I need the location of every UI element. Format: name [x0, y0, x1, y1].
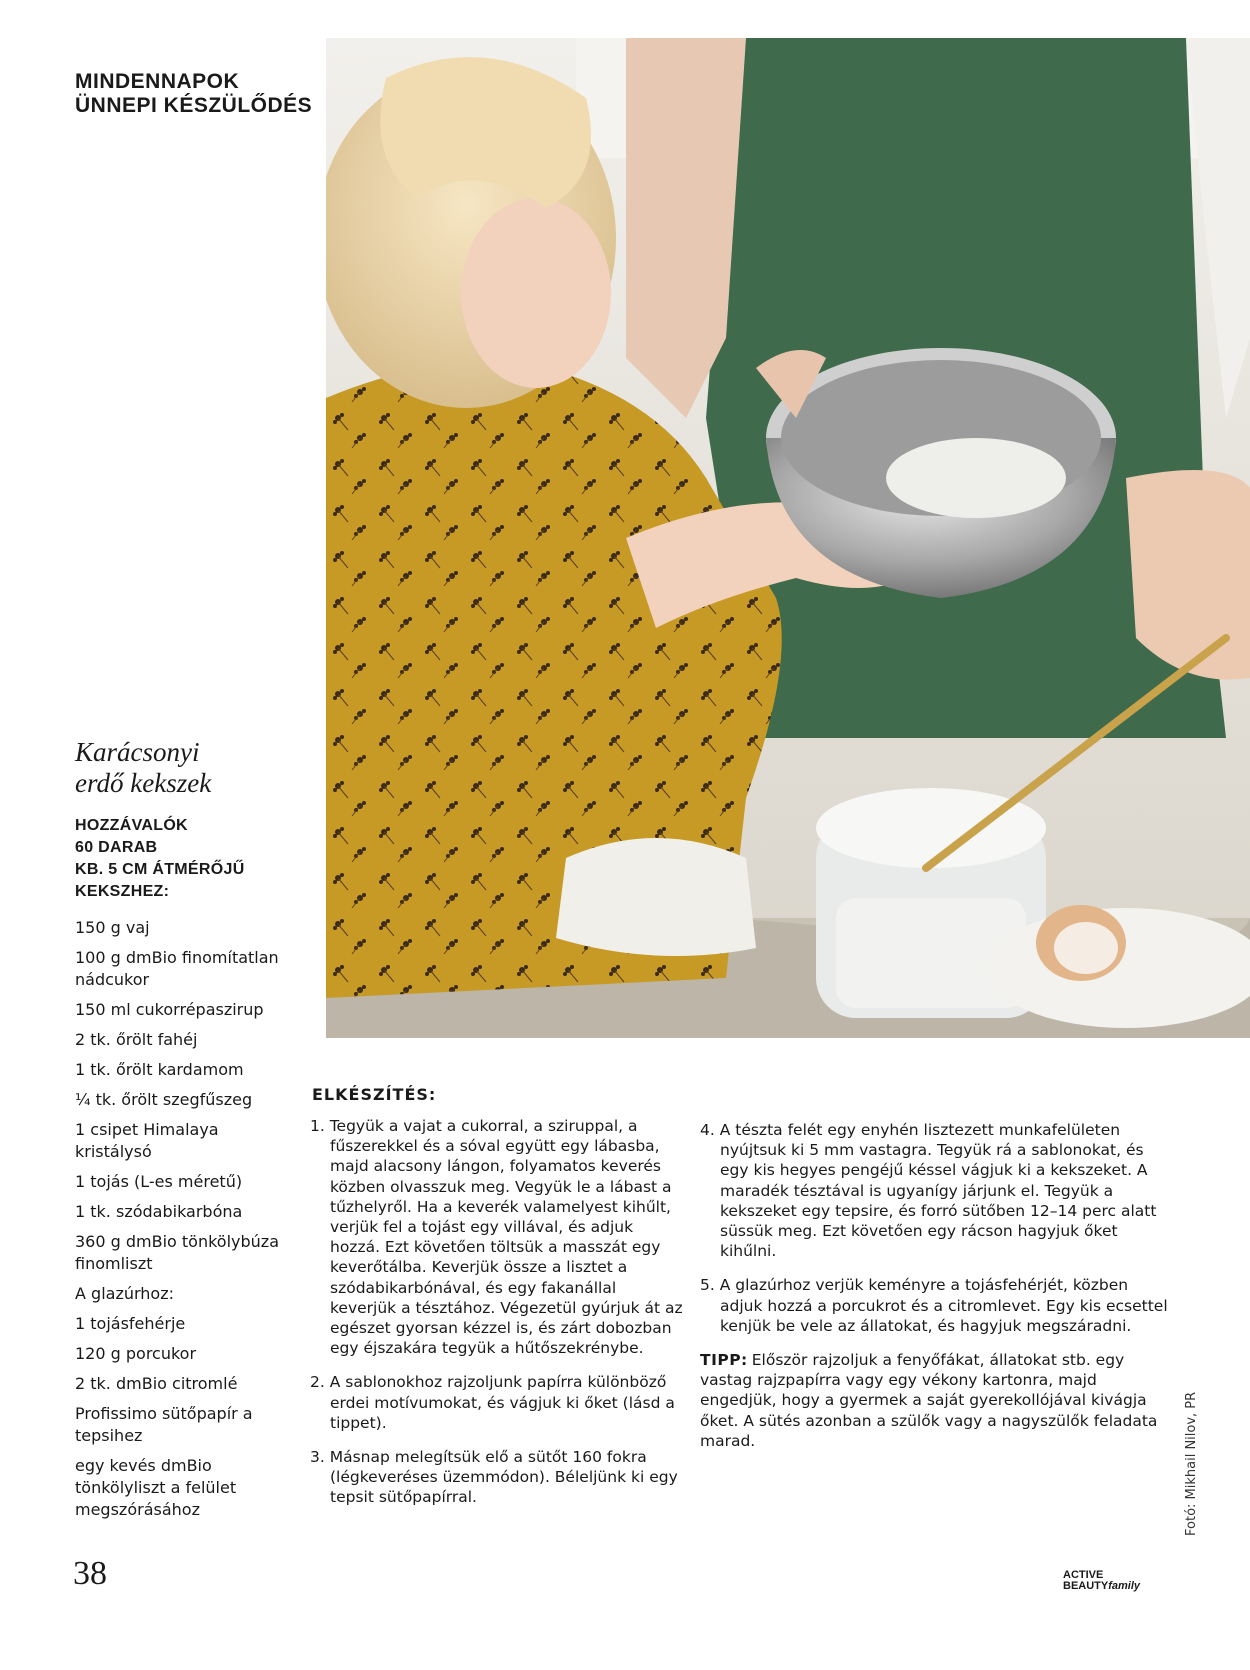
- preparation-step: 1. Tegyük a vajat a cukorral, a sziruppal, a fűszerekkel és a sóval együtt egy lábasba, majd alacsony lángon, folyamatos keverés közben olvasszuk meg. Vegyük le a lábast a tűzhelyről. Ha a keverék valamelyest kihűlt, verjük fel a tojást egy villával, és adjuk hozzá. Ezt követően töltsük a masszát egy keverőtálba. Keverjük össze a lisztet a szódabikarbónával, és egy fakanállal keverjük a tésztához. Végezetül gyúrjuk át az egészet gyorsan kézzel is, és zárt dobozban egy éjszakára tegyük a hűtőszekrénybe.: [310, 1117, 683, 1358]
- preparation-steps-left: [310, 1116, 685, 1522]
- glaze-ingredient-item: 1 tojásfehérje: [75, 1314, 186, 1333]
- ingredient-item: 1 csipet Himalaya kristálysó: [75, 1120, 219, 1161]
- photo-credit: [1184, 1386, 1200, 1536]
- ingredient-item: 360 g dmBio tönkölybúza finomliszt: [75, 1232, 280, 1273]
- tip-label: TIPP:: [700, 1351, 748, 1370]
- ingredient-item: ¼ tk. őrölt szegfűszeg: [75, 1090, 253, 1109]
- brand-line1: ACTIVE: [1063, 1569, 1104, 1581]
- brand-line2a: BEAUTY: [1063, 1580, 1109, 1592]
- preparation-steps-right: [700, 1120, 1175, 1451]
- glaze-heading: A glazúrhoz:: [75, 1284, 174, 1303]
- ingredient-item: 150 g vaj: [75, 918, 150, 937]
- photo-child-with-bowl-icon: [326, 38, 1250, 1038]
- preparation-heading: ELKÉSZÍTÉS:: [312, 1085, 437, 1104]
- ingredient-item: 1 tk. őrölt kardamom: [75, 1060, 244, 1079]
- ingredients-heading-line: KEKSZHEZ:: [75, 883, 170, 900]
- tip-text: Először rajzoljuk a fenyőfákat, állatokat stb. egy vastag rajzpapírra vagy egy vékony kartonra, majd engedjük, hogy a gyermek a saját gyerekollójával kivágja őket. A sütés azonban a szülők vagy a nagyszülők feladata marad.: [700, 1351, 1158, 1450]
- section-title: [75, 70, 335, 118]
- glaze-ingredient-item: egy kevés dmBio tönkölyliszt a felület megszórásához: [75, 1456, 237, 1519]
- ingredient-item: 150 ml cukorrépaszirup: [75, 1000, 264, 1019]
- preparation-step: 4. A tészta felét egy enyhén lisztezett munkafelületen nyújtsuk ki 5 mm vastagra. Tegyük rá a sablonokat, és egy kis hegyes pengéjű késsel vágjuk ki a kekszeket. A maradék tésztával is ugyanígy járjunk el. Tegyük a kekszeket egy tepsire, és forró sütőben 12–14 perc alatt süssük meg. Ezt követően egy rácson hagyjuk őket kihűlni.: [700, 1121, 1157, 1261]
- ingredients-sidebar: [75, 737, 300, 1529]
- glaze-ingredient-item: 120 g porcukor: [75, 1344, 197, 1363]
- ingredient-item: 1 tojás (L-es méretű): [75, 1172, 243, 1191]
- ingredients-heading: [75, 815, 300, 903]
- ingredients-heading-line: KB. 5 CM ÁTMÉRŐJŰ: [75, 861, 245, 878]
- section-title-line2: ÜNNEPI KÉSZÜLŐDÉS: [75, 94, 313, 117]
- preparation-step: 5. A glazúrhoz verjük keményre a tojásfehérjét, közben adjuk hozzá a porcukrot és a citromlevet. Egy kis ecsettel kenjük be vele az állatokat, és hagyjuk megszáradni.: [700, 1276, 1168, 1335]
- glaze-ingredients-list: [75, 1313, 300, 1521]
- ingredients-heading-line: HOZZÁVALÓK: [75, 817, 188, 834]
- photo-credit-text: Fotó: Mikhail Nilov, PR: [1184, 1391, 1199, 1536]
- glaze-ingredient-item: 2 tk. dmBio citromlé: [75, 1374, 238, 1393]
- tip-box: [700, 1350, 1175, 1451]
- preparation-step: 3. Másnap melegítsük elő a sütőt 160 fokra (légkeveréses üzemmódon). Béleljünk ki egy tepsit sütőpapírral.: [310, 1448, 678, 1507]
- brand-logo: [1063, 1570, 1140, 1592]
- recipe-title-line1: Karácsonyi: [75, 737, 200, 767]
- preparation-step: 2. A sablonokhoz rajzoljunk papírra különböző erdei motívumokat, és vágjuk ki őket (lásd a tippet).: [310, 1373, 675, 1432]
- recipe-title-line2: erdő kekszek: [75, 768, 212, 798]
- section-title-line1: MINDENNAPOK: [75, 70, 240, 93]
- glaze-ingredient-item: Profissimo sütőpapír a tepsihez: [75, 1404, 253, 1445]
- ingredient-item: 2 tk. őrölt fahéj: [75, 1030, 198, 1049]
- ingredient-item: 100 g dmBio finomítatlan nádcukor: [75, 948, 279, 989]
- ingredients-list: [75, 917, 300, 1275]
- ingredients-heading-line: 60 DARAB: [75, 839, 158, 856]
- brand-line2b: family: [1108, 1580, 1141, 1592]
- hero-photo: [326, 38, 1250, 1038]
- recipe-title: [75, 737, 300, 799]
- ingredient-item: 1 tk. szódabikarbóna: [75, 1202, 243, 1221]
- page-number: 38: [73, 1555, 107, 1592]
